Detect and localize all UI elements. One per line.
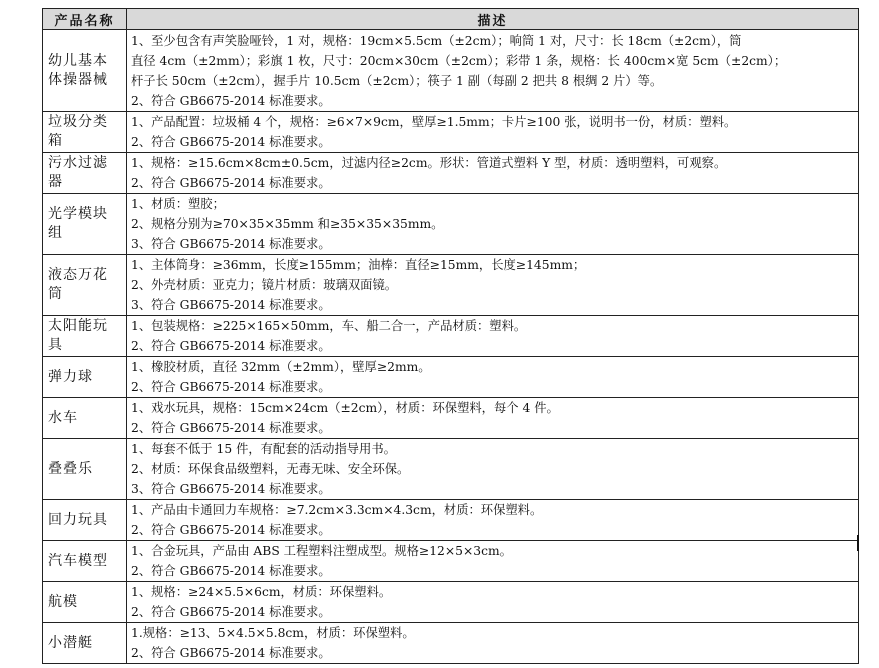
table-row: [43, 398, 859, 439]
product-name-cell: [43, 194, 127, 255]
product-name-cell: [43, 398, 127, 439]
text-cursor-mark: [857, 535, 859, 551]
table-row: [43, 357, 859, 398]
description-line: 2、符合 GB6675-2014 标准要求。: [131, 135, 331, 149]
description-line: 2、符合 GB6675-2014 标准要求。: [131, 564, 331, 578]
product-description-cell: [127, 357, 859, 398]
product-description-cell: [127, 112, 859, 153]
description-line: 1、包装规格：≥225×165×50mm，车、船二合一，产品材质：塑料。: [131, 319, 527, 333]
product-name: 叠叠乐: [48, 460, 93, 477]
description-line: 2、符合 GB6675-2014 标准要求。: [131, 646, 331, 660]
header-description: 描述: [127, 9, 859, 30]
product-name-cell: [43, 623, 127, 664]
product-name-cell: [43, 316, 127, 357]
description-line: 3、符合 GB6675-2014 标准要求。: [131, 482, 331, 496]
product-name-cell: [43, 112, 127, 153]
product-description-cell: [127, 30, 859, 112]
description-line: 1、合金玩具，产品由 ABS 工程塑料注塑成型。规格≥12×5×3cm。: [131, 544, 512, 558]
description-line: 1、规格：≥15.6cm×8cm±0.5cm，过滤内径≥2cm。形状：管道式塑料 Y 型，材质：透明塑料，可观察。: [131, 156, 727, 170]
product-name: 污水过滤 器: [48, 155, 108, 190]
product-name-cell: [43, 153, 127, 194]
product-name-cell: [43, 500, 127, 541]
description-line: 1、橡胶材质，直径 32mm（±2mm），壁厚≥2mm。: [131, 360, 431, 374]
product-name: 幼儿基本 体操器械: [48, 52, 108, 88]
product-description-cell: [127, 255, 859, 316]
description-line: 1、主体筒身：≥36mm，长度≥155mm；油棒：直径≥15mm，长度≥145mm；: [131, 258, 586, 272]
description-line: 2、符合 GB6675-2014 标准要求。: [131, 605, 331, 619]
product-name: 汽车模型: [48, 552, 108, 569]
product-description-cell: [127, 500, 859, 541]
table-row: [43, 439, 859, 500]
product-name: 弹力球: [48, 368, 93, 385]
table-row: [43, 30, 859, 112]
table-row: [43, 194, 859, 255]
description-line: 1.规格：≥13、5×4.5×5.8cm，材质：环保塑料。: [131, 626, 415, 640]
description-line: 2、符合 GB6675-2014 标准要求。: [131, 421, 331, 435]
product-name: 垃圾分类 箱: [48, 114, 108, 149]
product-name-cell: [43, 582, 127, 623]
product-description-cell: [127, 623, 859, 664]
description-line: 1、戏水玩具，规格：15cm×24cm（±2cm），材质：环保塑料，每个 4 件。: [131, 401, 559, 415]
description-line: 1、至少包含有声笑脸哑铃，1 对，规格：19cm×5.5cm（±2cm）；响筒 1 对，尺寸：长 18cm（±2cm），筒: [131, 33, 742, 48]
table-row: [43, 153, 859, 194]
product-name-cell: [43, 255, 127, 316]
product-description-cell: [127, 398, 859, 439]
table-row: [43, 255, 859, 316]
product-spec-table: [42, 8, 859, 664]
product-description-cell: [127, 439, 859, 500]
product-description-cell: [127, 582, 859, 623]
header-product-name: 产品名称: [43, 9, 127, 30]
description-line: 1、产品配置：垃圾桶 4 个，规格：≥6×7×9cm，壁厚≥1.5mm；卡片≥100 张，说明书一份，材质：塑料。: [131, 115, 737, 129]
product-name: 液态万花 筒: [48, 267, 108, 302]
table-row: [43, 316, 859, 357]
product-name: 太阳能玩 具: [48, 318, 108, 353]
table-row: [43, 582, 859, 623]
product-name: 小潜艇: [48, 634, 93, 651]
table-row: [43, 541, 859, 582]
product-name: 水车: [48, 409, 78, 426]
table-row: [43, 500, 859, 541]
description-line: 2、符合 GB6675-2014 标准要求。: [131, 380, 331, 394]
product-spec-table-wrapper: [42, 8, 858, 664]
description-line: 2、材质：环保食品级塑料，无毒无味、安全环保。: [131, 462, 410, 476]
table-row: [43, 623, 859, 664]
description-line: 3、符合 GB6675-2014 标准要求。: [131, 298, 331, 312]
table-row: [43, 112, 859, 153]
description-line: 3、符合 GB6675-2014 标准要求。: [131, 237, 331, 251]
product-name-cell: [43, 439, 127, 500]
description-line: 2、符合 GB6675-2014 标准要求。: [131, 339, 331, 353]
product-description-cell: [127, 194, 859, 255]
description-line: 1、每套不低于 15 件，有配套的活动指导用书。: [131, 442, 396, 456]
product-description-cell: [127, 316, 859, 357]
description-line: 1、产品由卡通回力车规格：≥7.2cm×3.3cm×4.3cm，材质：环保塑料。: [131, 503, 543, 517]
description-line: 2、符合 GB6675-2014 标准要求。: [131, 93, 331, 108]
description-line: 2、外壳材质：亚克力；镜片材质：玻璃双面镜。: [131, 278, 398, 292]
product-name-cell: [43, 30, 127, 112]
product-name-cell: [43, 357, 127, 398]
description-line: 直径 4cm（±2mm）；彩旗 1 枚，尺寸：20cm×30cm（±2cm）；彩带 1 条，规格：长 400cm×宽 5cm（±2cm）；: [131, 53, 787, 68]
table-header-row: [43, 9, 859, 30]
description-line: 杆子长 50cm（±2cm），握手片 10.5cm（±2cm）；筷子 1 副（每副 2 把共 8 根绸 2 片）等。: [131, 73, 663, 88]
table-body: [43, 30, 859, 664]
description-line: 1、材质：塑胶；: [131, 197, 225, 211]
product-name: 光学模块 组: [48, 206, 108, 241]
product-name-cell: [43, 541, 127, 582]
description-line: 2、符合 GB6675-2014 标准要求。: [131, 523, 331, 537]
description-line: 1、规格：≥24×5.5×6cm，材质：环保塑料。: [131, 585, 392, 599]
product-description-cell: [127, 541, 859, 582]
description-line: 2、符合 GB6675-2014 标准要求。: [131, 176, 331, 190]
product-description-cell: [127, 153, 859, 194]
product-name: 回力玩具: [48, 511, 108, 528]
description-line: 2、规格分别为≥70×35×35mm 和≥35×35×35mm。: [131, 217, 444, 231]
product-name: 航模: [48, 593, 78, 610]
